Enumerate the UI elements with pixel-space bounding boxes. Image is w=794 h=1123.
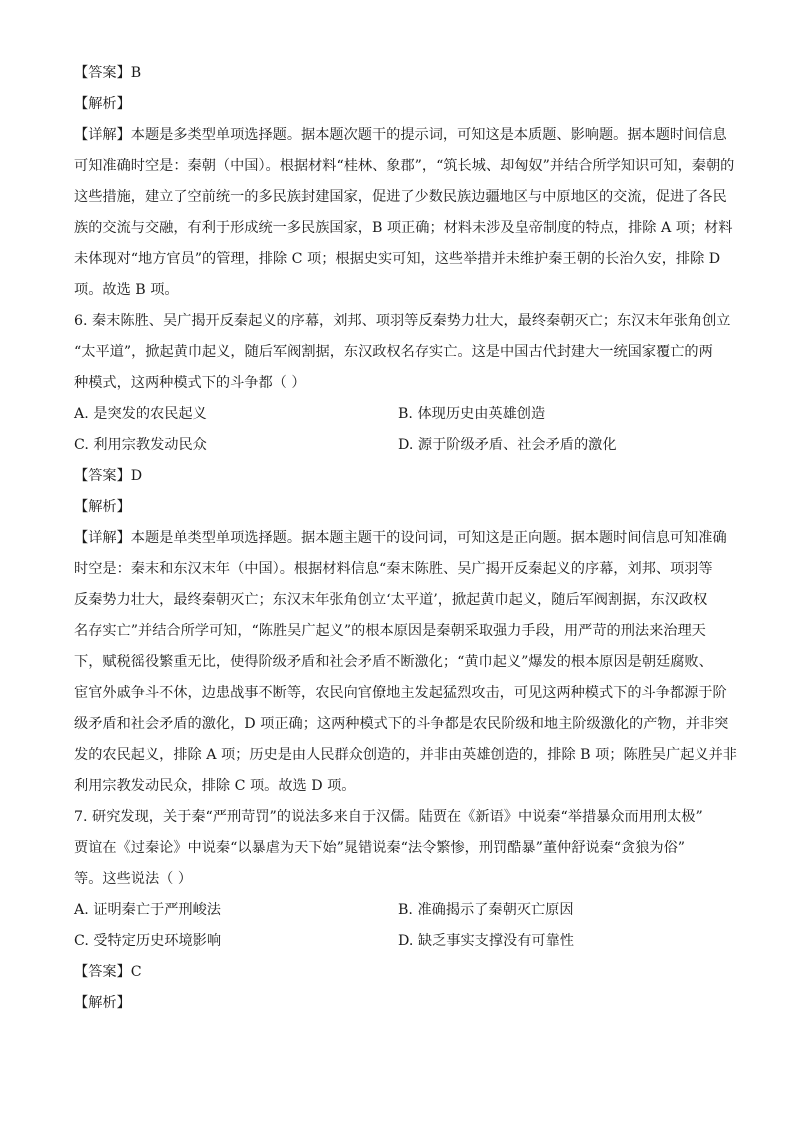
q6-option-b: B. 体现历史由英雄创造 (398, 406, 546, 422)
q6-detail-line: 利用宗教发动民众，排除 C 项。故选 D 项。 (74, 778, 356, 794)
q5-detail-line: 这些措施，建立了空前统一的多民族封建国家，促进了少数民族边疆地区与中原地区的交流，促进了各民 (74, 189, 727, 205)
q7-stem-line: 贾谊在《过秦论》中说秦“以暴虐为天下始”晁错说秦“法令繁惨，刑罚酷暴”董仲舒说秦“贪狼为俗” (74, 840, 686, 856)
q6-detail (74, 527, 737, 797)
q6-detail-line: 下，赋税徭役繁重无比，使得阶级矛盾和社会矛盾不断激化；“黄巾起义”爆发的根本原因是朝廷腐败、 (74, 654, 713, 670)
q6-options-row-1 (74, 403, 724, 425)
q7-option-c: C. 受特定历史环境影响 (74, 933, 222, 949)
q5-detail-line: 项。故选 B 项。 (74, 282, 179, 298)
q7-stem-line: 等。这些说法（ ） (74, 871, 193, 887)
q6-detail-line: 发的农民起义，排除 A 项；历史是由人民群众创造的，并非由英雄创造的，排除 B 项；陈胜吴广起义并非 (74, 747, 737, 763)
q7-options-row-1 (74, 899, 724, 921)
q6-answer: 【答案】D (74, 468, 143, 484)
q5-detail-line: 可知准确时空是：秦朝（中国）。根据材料“桂林、象郡”，“筑长城、却匈奴”并结合所学知识可知，秦朝的 (74, 158, 735, 174)
q6-detail-line: 名存实亡”并结合所学可知，“陈胜吴广起义”的根本原因是秦朝采取强力手段，用严苛的刑法来治理天 (74, 623, 706, 639)
q7-option-b: B. 准确揭示了秦朝灭亡原因 (398, 902, 574, 918)
q7-option-d: D. 缺乏事实支撑没有可靠性 (398, 933, 574, 949)
q5-detail-line: 族的交流与交融，有利于形成统一多民族国家，B 项正确；材料未涉及皇帝制度的特点，排除 A 项；材料 (74, 220, 733, 236)
q6-detail-line: 时空是：秦末和东汉末年（中国）。根据材料信息“秦末陈胜、吴广揭开反秦起义的序幕，刘邦、项羽等 (74, 561, 713, 577)
q5-detail-line: 未体现对“地方官员”的管理，排除 C 项；根据史实可知，这些举措并未维护秦王朝的长治久安，排除 D (74, 251, 721, 267)
q7-stem-line: 7. 研究发现，关于秦“严刑苛罚”的说法多来自于汉儒。陆贾在《新语》中说秦“举措暴众而用刑太极” (74, 809, 703, 825)
q6-option-d: D. 源于阶级矛盾、社会矛盾的激化 (398, 437, 617, 453)
document-content (74, 62, 737, 1014)
q6-detail-line: 级矛盾和社会矛盾的激化，D 项正确；这两种模式下的斗争都是农民阶级和地主阶级激化的产物，并非突 (74, 716, 729, 732)
q5-answer: 【答案】B (74, 65, 142, 81)
q7-answer: 【答案】C (74, 964, 142, 980)
q5-detail-line: 【详解】本题是多类型单项选择题。据本题次题干的提示词，可知这是本质题、影响题。据本题时间信息 (74, 127, 727, 143)
q5-analysis-heading: 【解析】 (74, 96, 131, 112)
q6-option-a: A. 是突发的农民起义 (74, 406, 207, 422)
q6-detail-line: 宦官外戚争斗不休，边患战事不断等，农民向官僚地主发起猛烈攻击，可见这两种模式下的斗争都源于阶 (74, 685, 727, 701)
q6-detail-line: 反秦势力壮大，最终秦朝灭亡；东汉末年张角创立‘太平道’，掀起黄巾起义，随后军阀割据，东汉政权 (74, 592, 708, 608)
q5-detail (74, 124, 735, 301)
q6-options-row-2 (74, 434, 724, 456)
q7-option-a: A. 证明秦亡于严刑峻法 (74, 902, 221, 918)
q7-options-row-2 (74, 930, 724, 952)
q7-stem (74, 806, 724, 890)
q6-analysis-heading: 【解析】 (74, 499, 131, 515)
q7-analysis-heading: 【解析】 (74, 995, 131, 1011)
q6-stem-line: “太平道”，掀起黄巾起义，随后军阀割据，东汉政权名存实亡。这是中国古代封建大一统国家覆亡的两 (74, 344, 713, 360)
q6-stem-line: 6. 秦末陈胜、吴广揭开反秦起义的序幕，刘邦、项羽等反秦势力壮大，最终秦朝灭亡；东汉末年张角创立 (74, 313, 731, 329)
q6-stem (74, 310, 731, 394)
q6-detail-line: 【详解】本题是单类型单项选择题。据本题主题干的设问词，可知这是正向题。据本题时间信息可知准确 (74, 530, 727, 546)
q6-stem-line: 种模式，这两种模式下的斗争都（ ） (74, 375, 306, 391)
q6-option-c: C. 利用宗教发动民众 (74, 437, 207, 453)
